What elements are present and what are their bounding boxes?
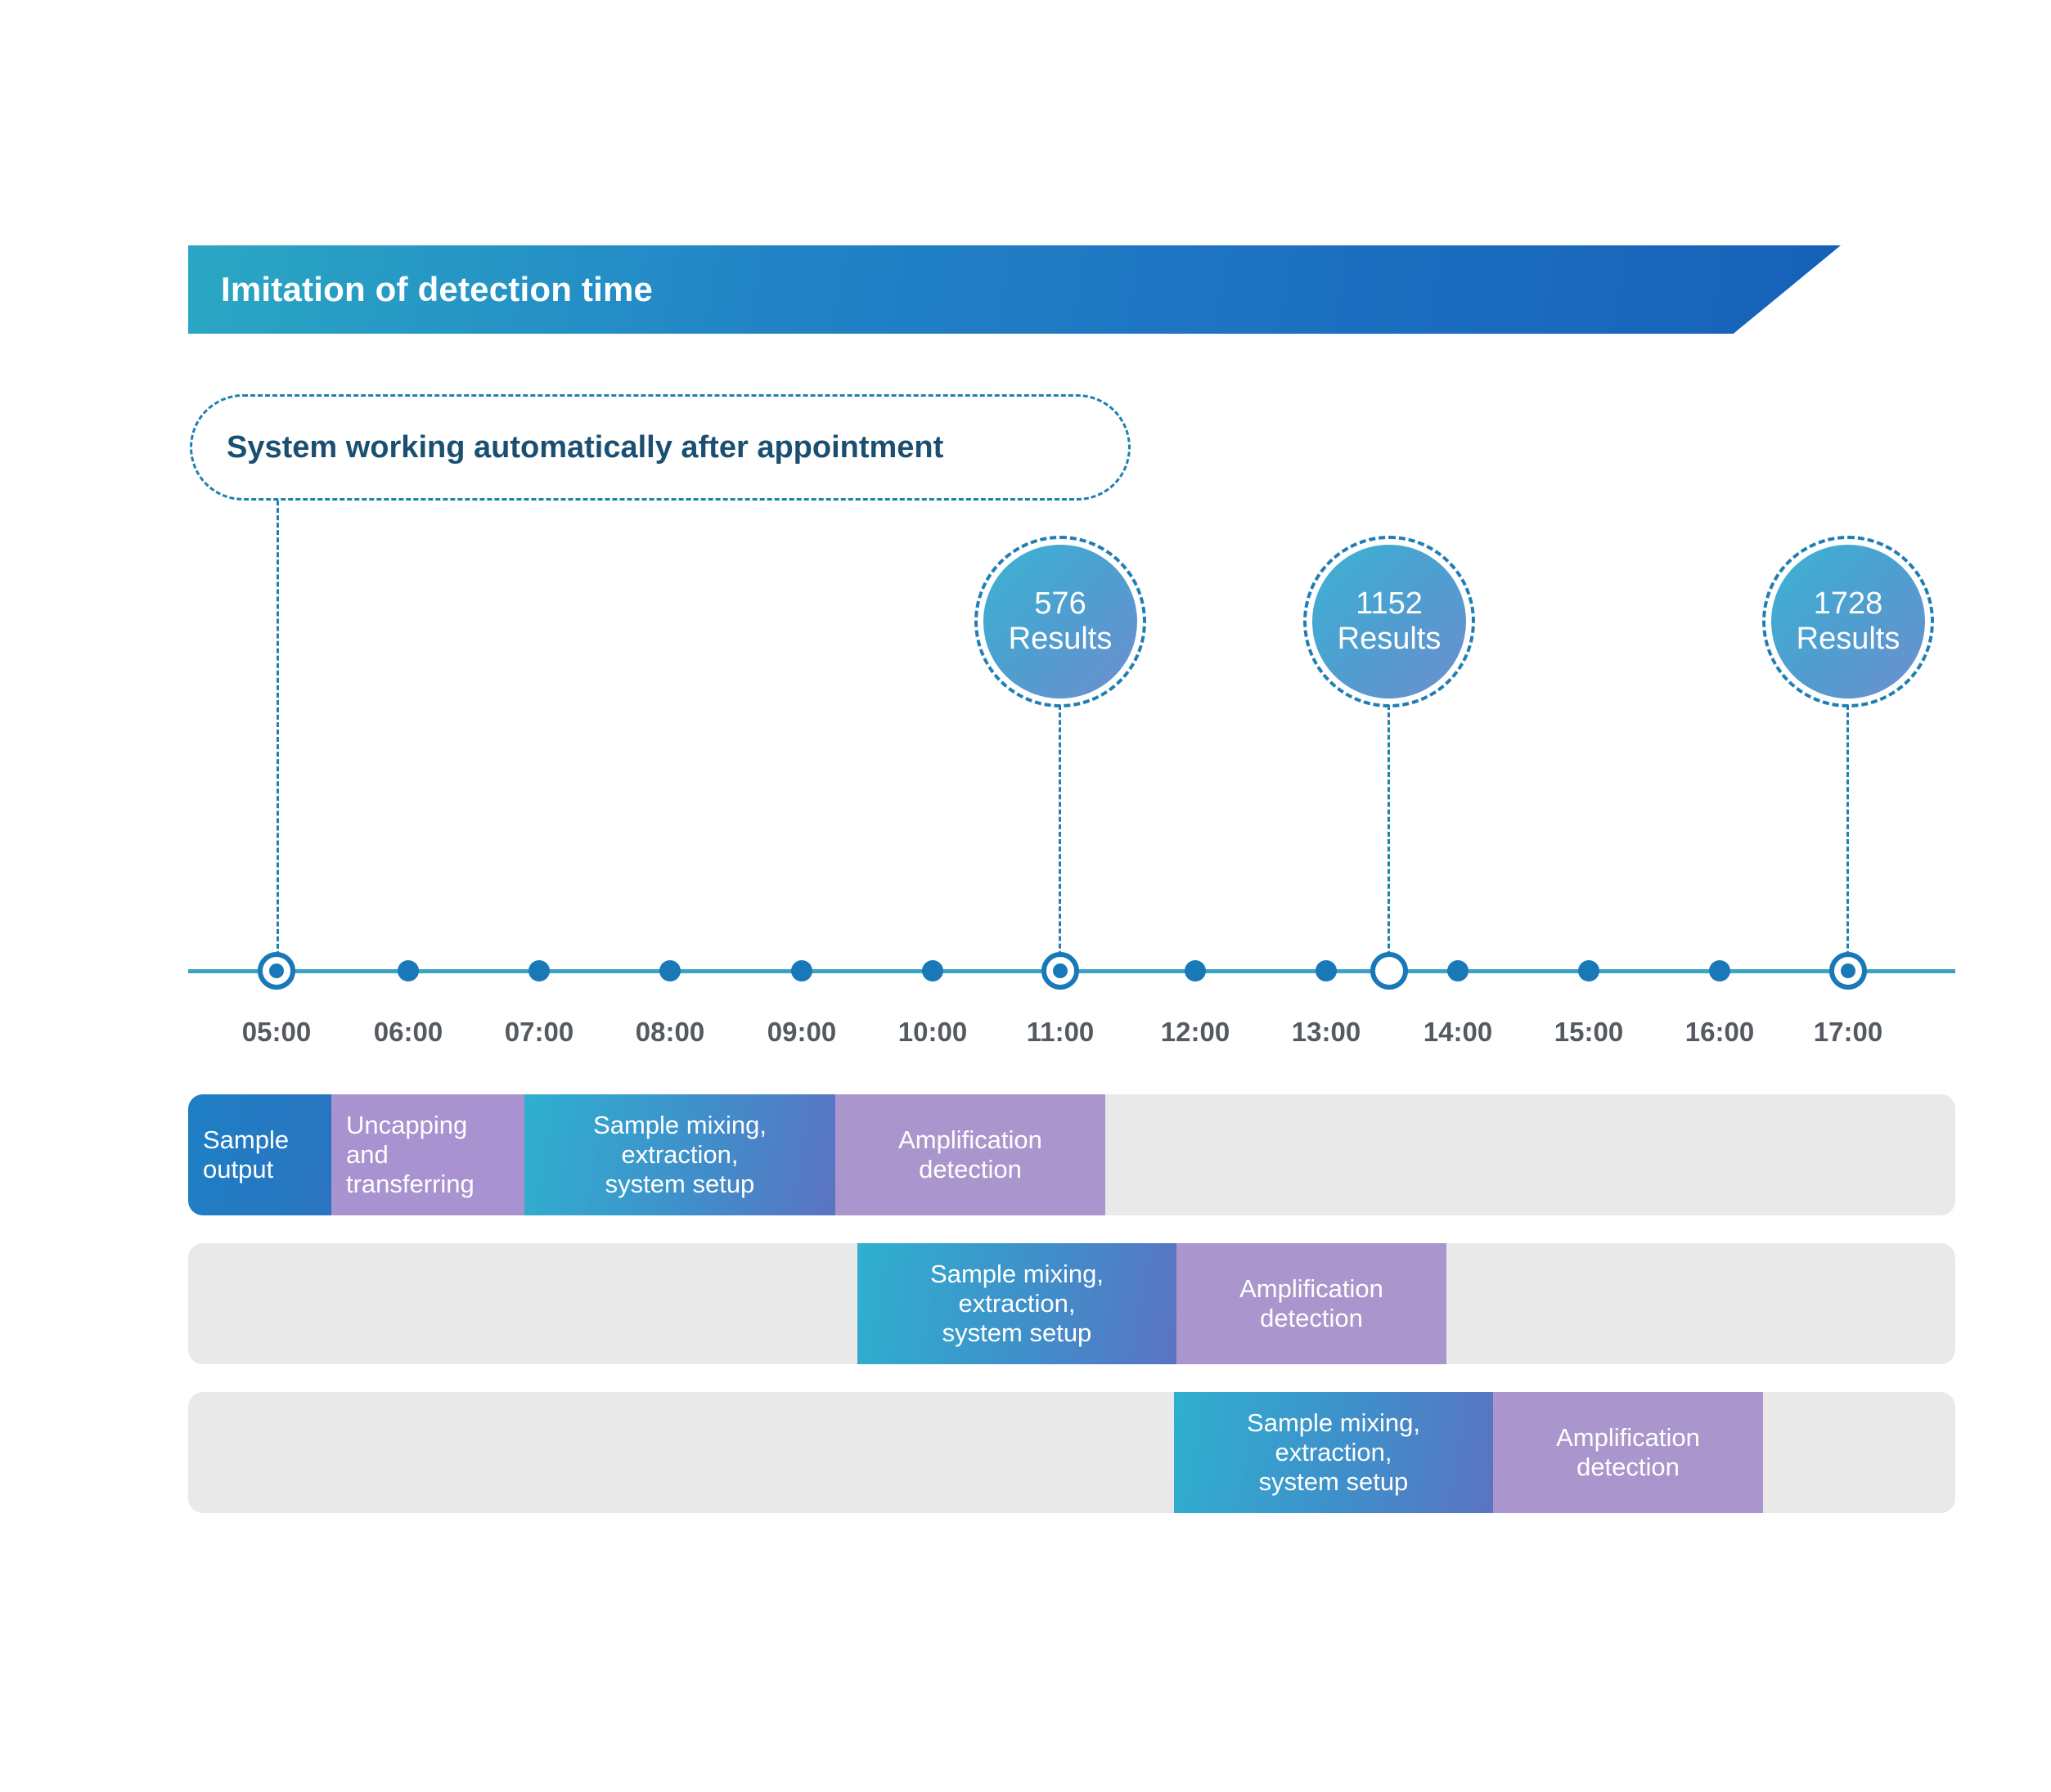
timeline-dot-0500-core bbox=[269, 963, 284, 978]
timeline-dot-1500[interactable] bbox=[1578, 960, 1599, 981]
result-bubble-3-fill bbox=[1771, 545, 1925, 698]
tick-label-1300: 13:00 bbox=[1291, 1017, 1361, 1047]
gantt-segment-mixing-1[interactable]: Sample mixing, extraction, system setup bbox=[524, 1094, 835, 1215]
timeline-dot-1700[interactable] bbox=[1829, 952, 1867, 990]
timeline-dot-1400[interactable] bbox=[1447, 960, 1469, 981]
result-bubble-2-value: 1152 bbox=[1356, 586, 1423, 622]
result-bubble-3-unit: Results bbox=[1796, 622, 1900, 656]
timeline-dot-1700-core bbox=[1841, 963, 1855, 978]
page-title: Imitation of detection time bbox=[221, 270, 654, 308]
result-bubble-2-unit: Results bbox=[1337, 622, 1442, 656]
timeline-dot-0900[interactable] bbox=[791, 960, 812, 981]
tick-label-0800: 08:00 bbox=[635, 1017, 705, 1047]
gantt-segment-sample-output[interactable]: Sample output bbox=[188, 1094, 331, 1215]
result-bubble-1-unit: Results bbox=[1008, 622, 1113, 656]
result-bubble-1-value: 576 bbox=[1034, 586, 1086, 622]
gantt-segment-amplification-1[interactable]: Amplification detection bbox=[835, 1094, 1105, 1215]
gantt-row-2 bbox=[188, 1243, 1955, 1364]
gantt-segment-amplification-2[interactable]: Amplification detection bbox=[1176, 1243, 1446, 1364]
connector-result-1152 bbox=[1388, 705, 1390, 971]
result-bubble-3 bbox=[1762, 536, 1934, 707]
gantt-row-1 bbox=[188, 1094, 1955, 1215]
tick-label-0600: 06:00 bbox=[373, 1017, 443, 1047]
timeline-dot-1000[interactable] bbox=[922, 960, 943, 981]
timeline-dot-0700[interactable] bbox=[528, 960, 550, 981]
gantt-segment-mixing-3[interactable]: Sample mixing, extraction, system setup bbox=[1174, 1392, 1493, 1513]
result-bubble-1-fill bbox=[983, 545, 1137, 698]
timeline-dot-1600[interactable] bbox=[1709, 960, 1730, 981]
tick-label-1200: 12:00 bbox=[1160, 1017, 1230, 1047]
callout-bubble bbox=[190, 394, 1131, 501]
connector-callout-to-axis bbox=[277, 501, 279, 971]
connector-result-576 bbox=[1059, 705, 1061, 971]
gantt-segment-amplification-3[interactable]: Amplification detection bbox=[1493, 1392, 1763, 1513]
tick-label-0700: 07:00 bbox=[504, 1017, 574, 1047]
timeline-dot-0800[interactable] bbox=[659, 960, 681, 981]
tick-label-1500: 15:00 bbox=[1554, 1017, 1624, 1047]
tick-label-1700: 17:00 bbox=[1813, 1017, 1883, 1047]
timeline-dot-1100-core bbox=[1053, 963, 1068, 978]
timeline-dot-0600[interactable] bbox=[398, 960, 419, 981]
callout-label: System working automatically after appointment bbox=[227, 429, 944, 465]
timeline-dot-1300[interactable] bbox=[1316, 960, 1337, 981]
result-bubble-3-value: 1728 bbox=[1813, 586, 1883, 622]
tick-label-0900: 09:00 bbox=[767, 1017, 837, 1047]
title-banner bbox=[188, 245, 1841, 334]
timeline-dot-0500[interactable] bbox=[258, 952, 295, 990]
gantt-row-3 bbox=[188, 1392, 1955, 1513]
timeline-dot-1100[interactable] bbox=[1041, 952, 1079, 990]
gantt-segment-mixing-2[interactable]: Sample mixing, extraction, system setup bbox=[857, 1243, 1176, 1364]
gantt-segment-uncapping[interactable]: Uncapping and transferring bbox=[331, 1094, 524, 1215]
result-bubble-2-fill bbox=[1312, 545, 1466, 698]
result-bubble-1 bbox=[974, 536, 1146, 707]
timeline-dot-1200[interactable] bbox=[1185, 960, 1206, 981]
connector-result-1728 bbox=[1846, 705, 1849, 971]
tick-label-1000: 10:00 bbox=[897, 1017, 968, 1047]
tick-label-1400: 14:00 bbox=[1423, 1017, 1493, 1047]
tick-label-1100: 11:00 bbox=[1026, 1017, 1095, 1047]
tick-label-0500: 05:00 bbox=[241, 1017, 312, 1047]
timeline-dot-1330[interactable] bbox=[1370, 952, 1408, 990]
tick-label-1600: 16:00 bbox=[1684, 1017, 1755, 1047]
result-bubble-2 bbox=[1303, 536, 1475, 707]
